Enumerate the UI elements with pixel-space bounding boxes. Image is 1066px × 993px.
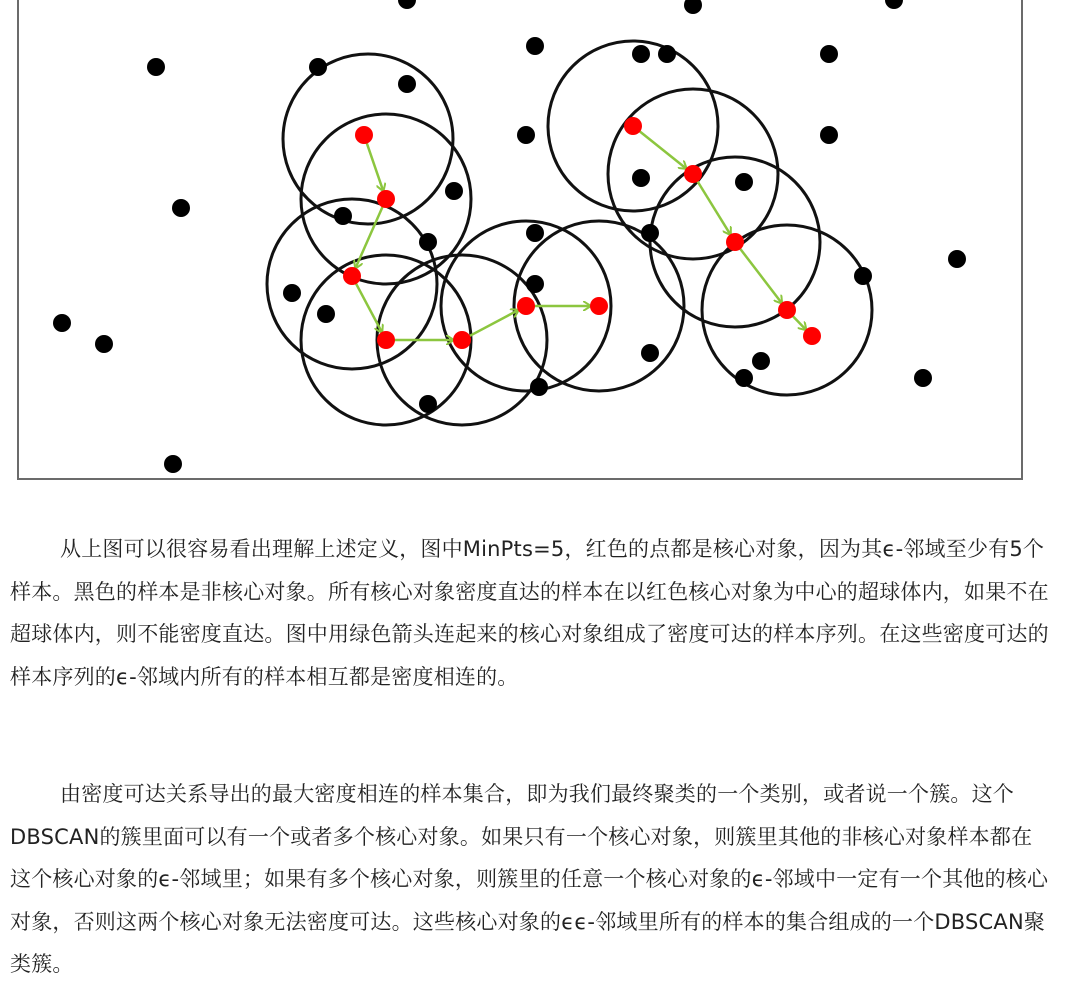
core-point bbox=[624, 117, 642, 135]
noise-point bbox=[526, 37, 544, 55]
noise-point bbox=[948, 250, 966, 268]
noise-point bbox=[517, 126, 535, 144]
core-point bbox=[684, 165, 702, 183]
reachability-arrow bbox=[355, 281, 382, 333]
noise-point bbox=[641, 224, 659, 242]
reachability-arrow bbox=[739, 247, 782, 304]
noise-point bbox=[445, 182, 463, 200]
noise-point bbox=[641, 344, 659, 362]
dbscan-diagram bbox=[19, 0, 1023, 480]
reachability-arrow bbox=[791, 314, 806, 330]
noise-point bbox=[419, 233, 437, 251]
noise-point bbox=[309, 58, 327, 76]
noise-point bbox=[53, 314, 71, 332]
paragraph-2-text: 由密度可达关系导出的最大密度相连的样本集合，即为我们最终聚类的一个类别，或者说一个簇。这个DBSCAN的簇里面可以有一个或者多个核心对象。如果只有一个核心对象，则簇里其他的非核心对象样本都在这个核心对象的ϵ-邻域里；如果有多个核心对象，则簇里的任意一个核心对象的ϵ-邻域中一定有一个其他的核心对象，否则这两个核心对象无法密度可达。这些核心对象的ϵϵ-邻域里所有的样本的集合组成的一个DBSCAN聚类簇。 bbox=[10, 782, 1049, 976]
core-point bbox=[355, 126, 373, 144]
reachability-arrow bbox=[696, 179, 731, 235]
noise-point bbox=[914, 369, 932, 387]
noise-point bbox=[752, 352, 770, 370]
core-point bbox=[343, 267, 361, 285]
noise-point bbox=[334, 207, 352, 225]
noise-point bbox=[317, 305, 335, 323]
noise-point bbox=[164, 455, 182, 473]
core-point bbox=[726, 233, 744, 251]
paragraph-1-text: 从上图可以很容易看出理解上述定义，图中MinPts=5，红色的点都是核心对象，因为其ϵ-邻域至少有5个样本。黑色的样本是非核心对象。所有核心对象密度直达的样本在以红色核心对象为中心的超球体内，如果不在超球体内，则不能密度直达。图中用绿色箭头连起来的核心对象组成了密度可达的样本序列。在这些密度可达的样本序列的ϵ-邻域内所有的样本相互都是密度相连的。 bbox=[10, 537, 1049, 689]
noise-point bbox=[526, 224, 544, 242]
noise-point bbox=[820, 45, 838, 63]
core-point bbox=[803, 327, 821, 345]
core-point bbox=[377, 190, 395, 208]
dbscan-figure bbox=[17, 0, 1023, 480]
reachability-arrow bbox=[355, 204, 383, 268]
core-point bbox=[377, 331, 395, 349]
noise-point bbox=[419, 395, 437, 413]
reachability-arrow bbox=[638, 130, 687, 169]
reachability-arrow bbox=[366, 141, 383, 192]
core-point bbox=[453, 331, 471, 349]
noise-point bbox=[632, 45, 650, 63]
noise-point bbox=[735, 173, 753, 191]
paragraph-cluster bbox=[10, 773, 1050, 986]
eps-neighborhood-circles bbox=[267, 41, 872, 425]
noise-point bbox=[684, 0, 702, 14]
noise-point bbox=[398, 75, 416, 93]
noise-point bbox=[530, 378, 548, 396]
core-point bbox=[778, 301, 796, 319]
noise-point bbox=[147, 58, 165, 76]
noise-point bbox=[398, 0, 416, 9]
core-point bbox=[517, 297, 535, 315]
core-point bbox=[590, 297, 608, 315]
paragraph-definition bbox=[10, 528, 1050, 698]
noise-point bbox=[172, 199, 190, 217]
noise-point bbox=[885, 0, 903, 9]
noise-point bbox=[854, 267, 872, 285]
noise-point bbox=[735, 369, 753, 387]
noise-point bbox=[658, 45, 676, 63]
noise-point bbox=[283, 284, 301, 302]
reachability-arrow bbox=[467, 310, 519, 337]
noise-point bbox=[95, 335, 113, 353]
noise-point bbox=[820, 126, 838, 144]
noise-point bbox=[632, 169, 650, 187]
noise-point bbox=[526, 275, 544, 293]
